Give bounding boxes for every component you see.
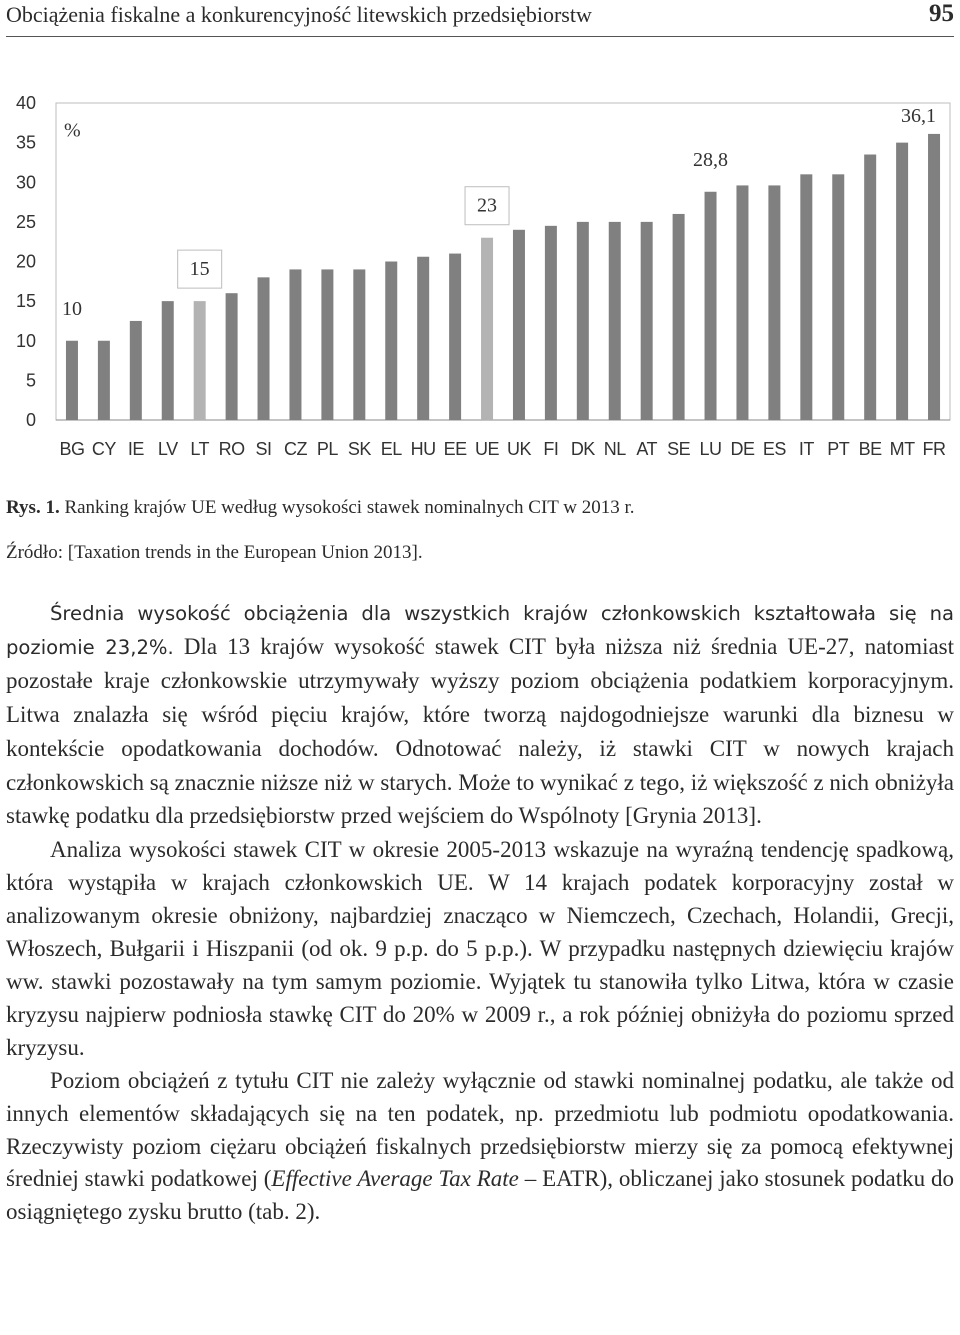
y-tick-label: 15 bbox=[15, 291, 36, 312]
y-tick-label: 25 bbox=[15, 211, 36, 232]
paragraph-3-term: Effective Average Tax Rate bbox=[271, 1166, 519, 1192]
y-tick-label: 10 bbox=[15, 330, 36, 351]
x-tick-label: UK bbox=[506, 439, 531, 459]
paragraph-2: Analiza wysokości stawek CIT w okresie 2005-2013 wskazuje na wyraźną tendencję spadkową, która wystąpiła w krajach członkowskich UE. W 14 krajach podatek korporacyjny został w analizowanym okresie obniżony, najbardziej znacząco w Niemczech, Czechach, Holandii, Grecji, Włoszech, Bułgarii i Hiszpanii (od ok. 9 p.p. do 5 p.p.). W przypadku następnych dziewięciu krajów ww. stawki pozostawały na tym samym poziomie. Wyjątek tu stanowiła tylko Litwa, która w czasie kryzysu najpierw podniosła stawkę CIT do 20% w 2009 r., a rok później obniżyła do poziomu sprzed kryzysu. bbox=[6, 837, 954, 1060]
bar-se bbox=[673, 214, 685, 420]
data-label: 36,1 bbox=[901, 104, 937, 127]
bar-chart bbox=[0, 90, 960, 470]
bar-mt bbox=[896, 143, 908, 420]
x-tick-label: IT bbox=[798, 439, 814, 459]
x-tick-label: IE bbox=[127, 439, 144, 459]
x-tick-label: PT bbox=[827, 439, 850, 459]
x-tick-label: SK bbox=[347, 439, 371, 459]
bar-pl bbox=[321, 269, 333, 420]
x-tick-label: LU bbox=[699, 439, 722, 459]
bar-at bbox=[641, 222, 653, 420]
x-tick-label: LV bbox=[157, 439, 178, 459]
page-header bbox=[6, 0, 954, 37]
x-tick-label: SE bbox=[667, 439, 691, 459]
bar-nl bbox=[609, 222, 621, 420]
bar-ee bbox=[449, 254, 461, 420]
paragraph-1 bbox=[6, 598, 954, 834]
x-tick-label: BG bbox=[59, 439, 85, 459]
figure-source: Źródło: [Taxation trends in the European Union 2013]. bbox=[6, 542, 423, 563]
bar-lt bbox=[194, 301, 206, 420]
bar-de bbox=[736, 185, 748, 420]
bar-pt bbox=[832, 174, 844, 420]
x-tick-label: EL bbox=[380, 439, 402, 459]
y-tick-label: 30 bbox=[15, 172, 36, 193]
data-label: 23 bbox=[477, 194, 498, 217]
y-tick-label: 40 bbox=[15, 93, 36, 113]
paragraph-3-a: Poziom obciążeń z tytułu CIT nie zależy wyłącznie od stawki nominalnej podatku, ale także od innych elementów składających się na ten podatek, np. przedmiotu lub podmiotu opodatkowania. Rzeczywisty poziom ciężaru obciążeń fiskalnych przedsiębiorstw mierzy się za pomocą efektywnej średniej stawki podatkowej ( bbox=[6, 1067, 954, 1192]
y-tick-label: 20 bbox=[15, 251, 36, 272]
x-tick-label: DE bbox=[730, 439, 755, 459]
bar-lv bbox=[162, 301, 174, 420]
figure-caption bbox=[6, 497, 635, 519]
bar-el bbox=[385, 262, 397, 421]
x-tick-label: HU bbox=[410, 439, 436, 459]
bar-dk bbox=[577, 222, 589, 420]
data-label: 10 bbox=[61, 297, 82, 320]
data-label: 28,8 bbox=[693, 148, 729, 171]
y-tick-label: 35 bbox=[15, 132, 36, 153]
body-text bbox=[6, 598, 954, 1229]
bar-cy bbox=[98, 341, 110, 420]
x-tick-label: LT bbox=[190, 439, 210, 459]
x-tick-label: SI bbox=[255, 439, 272, 459]
paragraph-1-rest: Dla 13 krajów wysokość stawek CIT była niższa niż średnia UE-27, natomiast pozostałe kraje członkowskie utrzymywały wyższy poziom obciążenia podatkiem korporacyjnym. Litwa znalazła się wśród pięciu krajów, które tworzą najdogodniejsze warunki dla biznesu w kontekście opodatkowania dochodów. Odnotować należy, iż stawki CIT w nowych krajach członkowskich są znacznie niższe niż w starych. Może to wynikać z tego, iż większość z nich obniżyła stawkę podatku dla przedsiębiorstw przed wejściem do Wspólnoty [Grynia 2013]. bbox=[6, 633, 955, 829]
page-number: 95 bbox=[929, 0, 954, 27]
paragraph-3-b: – EATR), obliczanej jako stosunek podatku do osiągniętego zysku brutto (tab. 2). bbox=[6, 1166, 954, 1225]
figure-title: Ranking krajów UE według wysokości stawek nominalnych CIT w 2013 r. bbox=[64, 497, 635, 518]
bar-fi bbox=[545, 226, 557, 420]
bar-es bbox=[768, 185, 780, 420]
paragraph-1-lead: Średnia wysokość obciążenia dla wszystkich krajów członkowskich kształtowała się na poziomie 23,2%. bbox=[6, 602, 954, 659]
bar-lu bbox=[705, 192, 717, 420]
x-tick-label: FI bbox=[543, 439, 559, 459]
bar-ro bbox=[226, 293, 238, 420]
x-tick-label: RO bbox=[218, 439, 245, 459]
x-tick-label: DK bbox=[570, 439, 595, 459]
y-tick-label: 0 bbox=[25, 410, 36, 430]
x-tick-label: CY bbox=[91, 439, 116, 459]
y-unit-label: % bbox=[64, 119, 81, 142]
bar-cz bbox=[289, 269, 301, 420]
x-tick-label: CZ bbox=[283, 439, 307, 459]
bar-be bbox=[864, 155, 876, 420]
x-tick-label: ES bbox=[762, 439, 786, 459]
bar-it bbox=[800, 174, 812, 420]
x-tick-label: AT bbox=[636, 439, 658, 459]
y-tick-label: 5 bbox=[25, 370, 36, 391]
bar-uk bbox=[513, 230, 525, 420]
data-label: 15 bbox=[189, 258, 210, 281]
running-title: Obciążenia fiskalne a konkurencyjność litewskich przedsiębiorstw bbox=[6, 2, 592, 27]
x-tick-label: EE bbox=[443, 439, 467, 459]
bar-ie bbox=[130, 321, 142, 420]
x-tick-label: PL bbox=[316, 439, 338, 459]
x-tick-label: FR bbox=[922, 439, 946, 459]
bar-sk bbox=[353, 269, 365, 420]
x-tick-label: UE bbox=[475, 439, 500, 459]
x-tick-label: BE bbox=[858, 439, 882, 459]
x-tick-label: NL bbox=[603, 439, 626, 459]
bar-si bbox=[258, 277, 270, 420]
bar-ue bbox=[481, 238, 493, 420]
bar-bg bbox=[66, 341, 78, 420]
x-tick-label: MT bbox=[889, 439, 915, 459]
bar-fr bbox=[928, 134, 940, 420]
figure-label: Rys. 1. bbox=[6, 497, 60, 518]
paragraph-3 bbox=[6, 1065, 954, 1230]
bar-hu bbox=[417, 257, 429, 420]
